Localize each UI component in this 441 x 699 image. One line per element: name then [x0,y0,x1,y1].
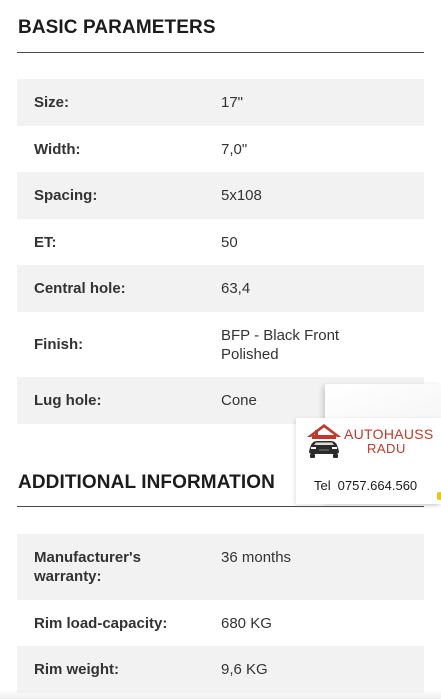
bottom-fade [0,690,441,699]
dealer-name-line2: RADU [367,441,406,456]
table-row [17,79,424,126]
accent-indicator [437,492,441,500]
spec-label-finish: Finish: [34,336,84,353]
dealer-phone-link[interactable] [314,478,417,493]
table-row [17,219,424,265]
spec-value-central-hole: 63,4 [221,280,251,297]
spec-value-finish: BFP - Black Front Polished [221,326,340,363]
spec-label-width: Width: [34,140,81,158]
additional-information-title: ADDITIONAL INFORMATION [18,472,275,493]
table-row [17,534,424,600]
spec-value-et: 50 [221,233,238,251]
spec-value-load-capacity: 680 KG [221,614,272,632]
additional-information-divider [17,506,424,507]
spec-label-rim-weight: Rim weight: [34,661,119,678]
spec-label-warranty: Manufacturer's warranty: [34,549,141,585]
basic-parameters-title: BASIC PARAMETERS [18,17,216,38]
spec-label-lug-hole: Lug hole: [34,392,102,409]
table-row [17,646,424,693]
basic-parameters-divider [17,52,424,53]
tel-label: Tel [314,478,331,493]
spec-value-width: 7,0" [221,140,248,158]
table-row [17,126,424,172]
spec-label-et: ET: [34,233,57,251]
spec-value-lug-hole: Cone [221,392,257,409]
spec-label-size: Size: [34,94,70,111]
basic-parameters-table [17,79,424,424]
table-row [17,600,424,646]
dealer-name-line1: AUTOHAUSS [344,426,434,442]
spec-value-rim-weight: 9,6 KG [221,661,268,678]
spec-label-central-hole: Central hole: [34,280,126,297]
table-row [17,265,424,312]
spec-value-size: 17" [221,94,244,111]
table-row [17,172,424,219]
table-row [17,312,424,377]
spec-value-warranty: 36 months [221,549,292,566]
spec-label-spacing: Spacing: [34,187,98,204]
additional-information-table [17,534,424,693]
spec-value-spacing: 5x108 [221,187,262,204]
phone-number: 0757.664.560 [337,478,418,493]
car-house-icon [304,421,344,461]
spec-label-load-capacity: Rim load-capacity: [34,614,168,632]
